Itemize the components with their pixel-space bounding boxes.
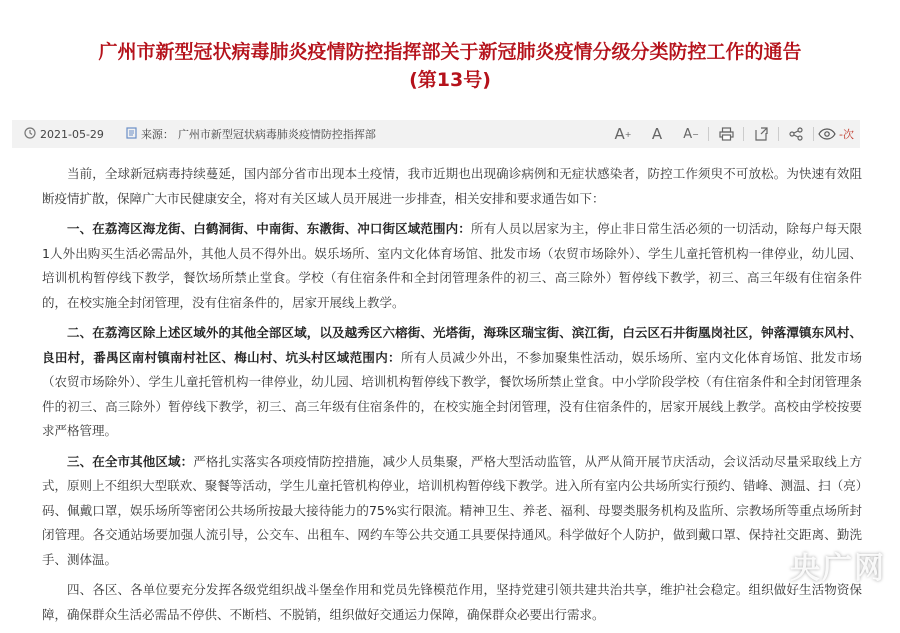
paragraph-3-text: 严格扎实落实各项疫情防控措施，减少人员集聚，严格大型活动监管，从严从简开展节庆活动，会议活动尽量采取线上方式，原则上不组织大型联欢、聚餐等活动，学生儿童托管机构停业，培训机构暂停线下教学。进入所有室内公共场所实行预约、错峰、测温、扫（亮）码、佩戴口罩，娱乐场所等密闭公共场所按最大接待能力的75%实行限流。精神卫生、养老、福利、母婴类服务机构及监所、宗教场所等重点场所封闭管理。各交通站场要加强人流引导，公交车、出租车、网约车等公共交通工具要保持通风。科学做好个人防护，做到戴口罩、保持社交距离、勤洗手、测体温。 [42, 453, 862, 567]
paragraph-1 [42, 217, 862, 315]
article-body [42, 162, 862, 633]
print-icon [719, 127, 734, 141]
article-title [0, 38, 900, 94]
share-icon [789, 127, 803, 141]
bookmark-icon [754, 127, 768, 141]
view-count-value: -次 [839, 128, 854, 141]
date-item [24, 127, 104, 142]
toolbar-divider [813, 127, 814, 141]
source-item [126, 126, 376, 142]
eye-icon [818, 128, 836, 140]
paragraph-intro: 当前，全球新冠病毒持续蔓延，国内部分省市出现本土疫情，我市近期也出现确诊病例和无症状感染者，防控工作须臾不可放松。为快速有效阻断疫情扩散，保障广大市民健康安全，将对有关区域人员开展进一步排查，相关安排和要求通告如下： [42, 166, 862, 206]
source-label: 来源： [140, 128, 174, 141]
view-count [818, 126, 854, 142]
toolbar [606, 120, 860, 148]
font-reset-icon: A [651, 125, 663, 143]
font-increase-icon: A [614, 125, 625, 143]
font-reset-button[interactable] [640, 120, 674, 148]
clock-icon [24, 127, 36, 142]
title-line-2: (第13号) [409, 69, 491, 91]
paragraph-3-heading: 三、在全市其他区域： [67, 453, 194, 469]
paragraph-2-heading: 二、在荔湾区除上述区域外的其他全部区域，以及越秀区六榕街、光塔街，海珠区瑞宝街、滨江街，白云区石井街凰岗社区，钟落潭镇东风村、良田村，番禺区南村镇南村社区、梅山村、坑头村区域范围内： [42, 325, 862, 365]
meta-bar [12, 120, 860, 148]
favorite-button[interactable] [744, 120, 778, 148]
font-decrease-button[interactable]: A − [683, 126, 699, 142]
paragraph-1-heading: 一、在荔湾区海龙街、白鹤洞街、中南街、东漖街、冲口街区域范围内： [67, 221, 471, 236]
watermark-logo: 央广网 [790, 551, 886, 586]
paragraph-2 [42, 321, 862, 444]
share-button[interactable] [779, 120, 813, 148]
paragraph-2-text: 所有人员减少外出，不参加聚集性活动，娱乐场所、室内文化体育场馆、批发市场（农贸市场除外）、学生儿童托管机构一律停业，幼儿园、培训机构暂停线下教学，餐饮场所禁止堂食。中小学阶段学校（有住宿条件和全封闭管理条件的初三、高三除外）暂停线下教学，初三、高三年级有住宿条件的，在校实施全封闭管理，没有住宿条件的，居家开展线上教学。高校由学校按要求严格管理。 [42, 349, 862, 438]
font-increase-button[interactable]: A + [614, 125, 632, 143]
document-icon [126, 127, 137, 142]
print-button[interactable] [709, 120, 743, 148]
title-line-1: 广州市新型冠状病毒肺炎疫情防控指挥部关于新冠肺炎疫情分级分类防控工作的通告 [98, 41, 802, 63]
paragraph-3 [42, 450, 862, 573]
paragraph-1-text: 所有人员以居家为主，停止非日常生活必须的一切活动，除每户每天限1人外出购买生活必需品外，其他人员不得外出。娱乐场所、室内文化体育场馆、批发市场（农贸市场除外）、学生儿童托管机构一律停业，幼儿园、培训机构暂停线下教学，餐饮场所禁止堂食。学校（有住宿条件和全封闭管理条件的初三、高三除外）暂停线下教学，初三、高三年级有住宿条件的，在校实施全封闭管理，没有住宿条件的，居家开展线上教学。 [42, 221, 862, 310]
font-decrease-icon: A [683, 126, 693, 142]
paragraph-4: 四、各区、各单位要充分发挥各级党组织战斗堡垒作用和党员先锋模范作用，坚持党建引领共建共治共享，维护社会稳定。组织做好生活物资保障，确保群众生活必需品不停供、不断档、不脱销，组织做好交通运力保障，确保群众必要出行需求。 [42, 582, 862, 622]
source-name: 广州市新型冠状病毒肺炎疫情防控指挥部 [177, 128, 376, 141]
publish-date: 2021-05-29 [40, 127, 104, 141]
